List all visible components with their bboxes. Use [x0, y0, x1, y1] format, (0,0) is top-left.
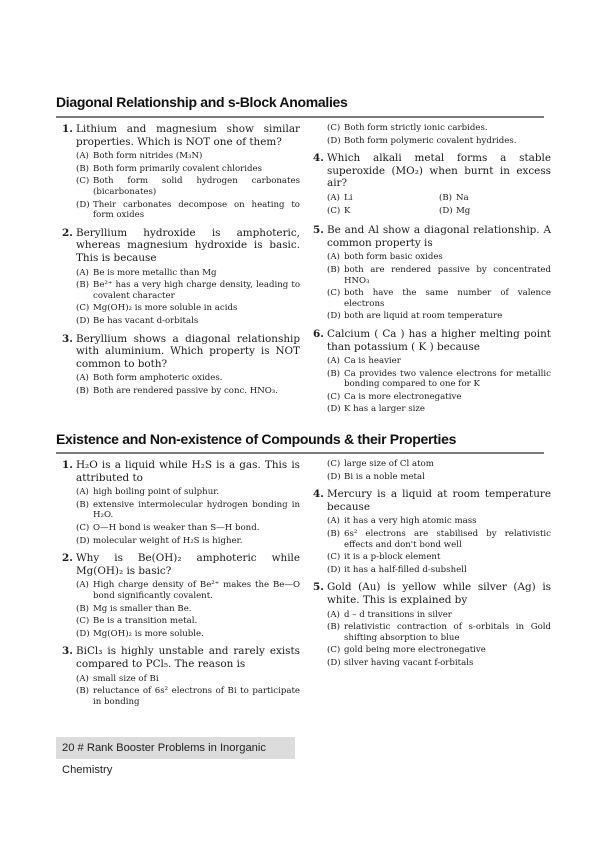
option: (A) high boiling point of sulphur.: [76, 487, 220, 498]
question-number: 3.: [62, 332, 73, 345]
option: (B) Both are rendered passive by conc. HNO₃.: [76, 385, 278, 396]
option: (A) Li: [327, 192, 353, 203]
option: (B) Na: [439, 192, 469, 203]
question-number: 6.: [313, 327, 324, 340]
option: (A) Be is more metallic than Mg: [76, 267, 217, 278]
section-divider: [56, 116, 544, 118]
question-text: Gold (Au) is yellow while silver (Ag) is white. This is explained by: [327, 581, 551, 606]
question-5: [313, 224, 551, 322]
question-number: 2.: [62, 552, 73, 565]
page-footer: 20 # Rank Booster Problems in Inorganic Chemistry: [56, 737, 295, 759]
option: (C) O—H bond is weaker than S—H bond.: [76, 522, 260, 533]
option: (D) Mg(OH)₂ is more soluble.: [76, 628, 204, 639]
option: (B) Ca provides two valence electrons for metallic bonding compared to one for K: [327, 368, 551, 390]
option: (C) it is a p-block element: [327, 552, 441, 563]
option: (B) both are rendered passive by concentrated HNO₃: [327, 264, 551, 286]
section-title: Existence and Non-existence of Compounds & their Properties: [56, 431, 457, 447]
option: (C) Mg(OH)₂ is more soluble in acids: [76, 303, 238, 314]
question-number: 4.: [313, 488, 324, 501]
question-text: Be and Al show a diagonal relationship. A common property is: [327, 224, 551, 249]
question-text: Beryllium shows a diagonal relationship with aluminium. Which property is NOT common to both?: [76, 332, 300, 370]
option: (A) small size of Bi: [76, 673, 159, 684]
section-1-left-column: [62, 123, 300, 402]
question-text: BiCl₃ is highly unstable and rarely exists compared to PCl₅. The reason is: [76, 645, 300, 670]
question-number: 5.: [313, 224, 324, 237]
option: (D) Their carbonates decompose on heating to form oxides: [76, 199, 300, 221]
question-text: Why is Be(OH)₂ amphoteric while Mg(OH)₂ is basic?: [76, 552, 300, 577]
option: (C) Both form strictly ionic carbides.: [327, 123, 488, 133]
question-3-continued: [313, 459, 551, 482]
question-1: [62, 123, 300, 221]
question-4: [313, 488, 551, 575]
option: (A) Ca is heavier: [327, 356, 401, 367]
option: (B) Mg is smaller than Be.: [76, 603, 192, 614]
option: (C) Ca is more electronegative: [327, 391, 462, 402]
section-2-left-column: [62, 459, 300, 713]
question-text: Which alkali metal forms a stable superoxide (MO₂) when burnt in excess air?: [327, 152, 551, 190]
option: (A) Both form nitrides (M₃N): [76, 151, 203, 162]
option: (D) Mg: [439, 205, 471, 216]
option: (B) reluctance of 6s² electrons of Bi to participate in bonding: [76, 686, 300, 707]
question-text: Lithium and magnesium show similar properties. Which is NOT one of them?: [76, 123, 300, 148]
option: (A) both form basic oxides: [327, 252, 443, 263]
question-5: [313, 581, 551, 668]
question-text: H₂O is a liquid while H₂S is a gas. This is attributed to: [76, 459, 300, 484]
option: (C) Be is a transition metal.: [76, 616, 198, 627]
question-number: 2.: [62, 226, 73, 239]
option: (B) extensive intermolecular hydrogen bonding in H₂O.: [76, 499, 300, 521]
question-2: [62, 552, 300, 639]
option: (D) Both form polymeric covalent hydrides.: [327, 135, 517, 146]
option: (D) both are liquid at room temperature: [327, 311, 503, 322]
option: (C) both have the same number of valence electrons: [327, 288, 551, 309]
option: (A) d – d transitions in silver: [327, 609, 452, 620]
option: (B) relativistic contraction of s-orbitals in Gold shifting absorption to blue: [327, 622, 551, 643]
option: (D) it has a half-filled d-subshell: [327, 564, 467, 575]
question-number: 1.: [62, 123, 73, 135]
option: (B) Be²⁺ has a very high charge density, leading to covalent character: [76, 280, 300, 301]
question-number: 1.: [62, 459, 73, 471]
question-6: [313, 328, 551, 415]
section-2-right-column: [313, 459, 551, 675]
option: (C) large size of Cl atom: [327, 459, 434, 469]
question-text: Beryllium hydroxide is amphoteric, whereas magnesium hydroxide is basic. This is because: [76, 226, 300, 264]
option: (A) High charge density of Be²⁺ makes the Be—O bond significantly covalent.: [76, 580, 300, 601]
question-3: [62, 645, 300, 707]
section-title: Diagonal Relationship and s-Block Anomalies: [56, 94, 348, 110]
section-1-right-column: [313, 123, 551, 421]
option: (D) Bi is a noble metal: [327, 471, 425, 482]
option: (A) Both form amphoteric oxides.: [76, 373, 223, 384]
option: (D) K has a larger size: [327, 404, 425, 415]
question-number: 5.: [313, 581, 324, 594]
option: (C) gold being more electronegative: [327, 645, 486, 656]
option: (B) 6s² electrons are stabilised by relativistic effects and don't bond well: [327, 528, 551, 550]
question-4: [313, 152, 551, 218]
section-divider: [56, 452, 544, 454]
option: (C) K: [327, 205, 351, 216]
question-2: [62, 227, 300, 327]
question-3-continued: [313, 123, 551, 146]
question-number: 4.: [313, 152, 324, 165]
option: (D) Be has vacant d-orbitals: [76, 315, 199, 326]
option: (C) Both form solid hydrogen carbonates (bicarbonates): [76, 176, 300, 197]
question-text: Mercury is a liquid at room temperature because: [327, 488, 551, 513]
option: (D) silver having vacant f-orbitals: [327, 657, 474, 668]
question-3: [62, 333, 300, 397]
option: (B) Both form primarily covalent chlorides: [76, 163, 263, 174]
question-1: [62, 459, 300, 546]
question-text: Calcium ( Ca ) has a higher melting point than potassium ( K ) because: [327, 327, 551, 353]
option: (D) molecular weight of H₂S is higher.: [76, 535, 243, 546]
option: (A) it has a very high atomic mass: [327, 516, 477, 527]
question-number: 3.: [62, 645, 73, 658]
